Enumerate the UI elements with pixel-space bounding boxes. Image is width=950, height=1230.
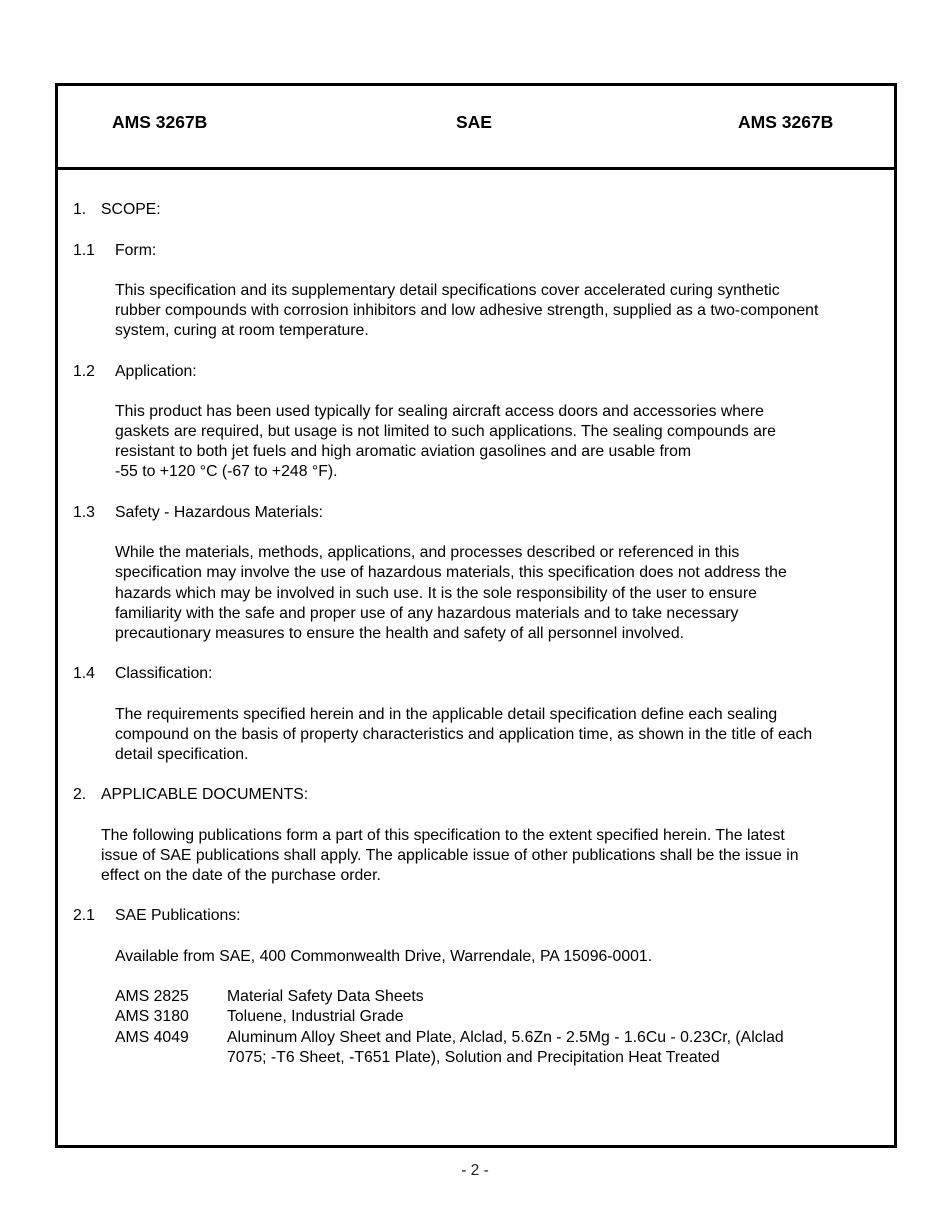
page-frame xyxy=(55,83,897,1148)
section-2-1-title: SAE Publications: xyxy=(115,907,241,924)
header-publisher: SAE xyxy=(456,112,492,132)
section-2-title: APPLICABLE DOCUMENTS: xyxy=(101,786,309,803)
section-1-title: SCOPE: xyxy=(101,201,161,218)
section-1-3-number: 1.3 xyxy=(73,504,95,521)
paragraph-line: This product has been used typically for sealing aircraft access doors and accessories where xyxy=(115,403,764,420)
header-doc-code-left: AMS 3267B xyxy=(112,112,208,132)
document-title: Aluminum Alloy Sheet and Plate, Alclad, 5.6Zn - 2.5Mg - 1.6Cu - 0.23Cr, (Alclad xyxy=(227,1029,784,1046)
section-2-number: 2. xyxy=(73,786,87,803)
availability-line: Available from SAE, 400 Commonwealth Drive, Warrendale, PA 15096-0001. xyxy=(115,948,653,965)
paragraph-line: compound on the basis of property characteristics and application time, as shown in the title of each xyxy=(115,726,813,743)
section-1-1-title: Form: xyxy=(115,242,157,259)
paragraph-line: specification may involve the use of hazardous materials, this specification does not address the xyxy=(115,564,787,581)
document-title: Toluene, Industrial Grade xyxy=(227,1008,404,1025)
paragraph-line: detail specification. xyxy=(115,746,249,763)
paragraph-line: issue of SAE publications shall apply. The applicable issue of other publications shall be the issue in xyxy=(101,847,799,864)
header-doc-code-right: AMS 3267B xyxy=(738,112,834,132)
header-divider xyxy=(58,167,894,170)
paragraph-line: system, curing at room temperature. xyxy=(115,322,369,339)
document-code: AMS 4049 xyxy=(115,1029,189,1046)
document-code: AMS 3180 xyxy=(115,1008,189,1025)
section-1-4-title: Classification: xyxy=(115,665,213,682)
paragraph-line: precautionary measures to ensure the health and safety of all personnel involved. xyxy=(115,625,685,642)
paragraph-line: While the materials, methods, applications, and processes described or referenced in this xyxy=(115,544,740,561)
paragraph-line: rubber compounds with corrosion inhibitors and low adhesive strength, supplied as a two-component xyxy=(115,302,819,319)
paragraph-line: resistant to both jet fuels and high aromatic aviation gasolines and are usable from xyxy=(115,443,692,460)
section-1-4-number: 1.4 xyxy=(73,665,95,682)
section-2-1-number: 2.1 xyxy=(73,907,95,924)
document-code: AMS 2825 xyxy=(115,988,189,1005)
section-1-3-title: Safety - Hazardous Materials: xyxy=(115,504,324,521)
section-1-1-number: 1.1 xyxy=(73,242,95,259)
section-1-2-number: 1.2 xyxy=(73,363,95,380)
paragraph-line: The requirements specified herein and in the applicable detail specification define each sealing xyxy=(115,706,778,723)
document-title: Material Safety Data Sheets xyxy=(227,988,424,1005)
paragraph-line: hazards which may be involved in such use. It is the sole responsibility of the user to ensure xyxy=(115,585,757,602)
paragraph-line: effect on the date of the purchase order. xyxy=(101,867,381,884)
page-number: - 2 - xyxy=(461,1162,489,1179)
section-1-2-title: Application: xyxy=(115,363,197,380)
paragraph-line: -55 to +120 °C (-67 to +248 °F). xyxy=(115,463,338,480)
paragraph-line: This specification and its supplementary detail specifications cover accelerated curing synthetic xyxy=(115,282,780,299)
paragraph-line: gaskets are required, but usage is not limited to such applications. The sealing compounds are xyxy=(115,423,776,440)
section-1-number: 1. xyxy=(73,201,87,218)
paragraph-line: The following publications form a part of this specification to the extent specified herein. The latest xyxy=(101,827,785,844)
paragraph-line: familiarity with the safe and proper use of any hazardous materials and to take necessary xyxy=(115,605,739,622)
document-title: 7075; -T6 Sheet, -T651 Plate), Solution and Precipitation Heat Treated xyxy=(227,1049,720,1066)
